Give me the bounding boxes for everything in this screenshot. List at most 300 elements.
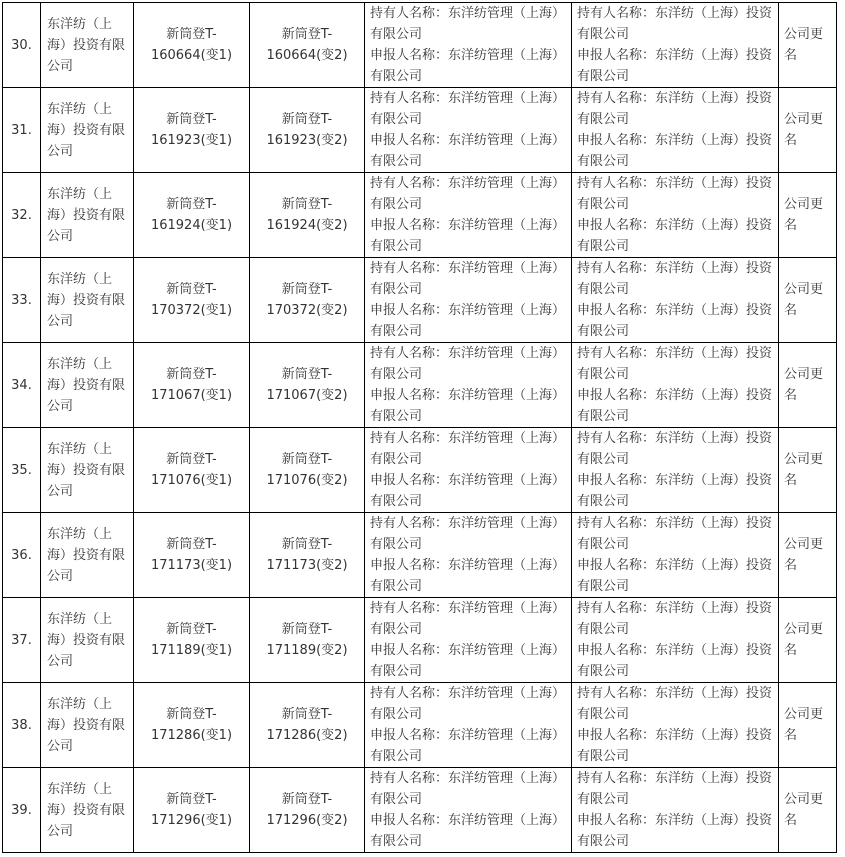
content-after-cell (572, 173, 779, 258)
change-registry-table (2, 2, 837, 853)
registration-after-cell (250, 343, 365, 428)
registration-after-line: 新筒登T- (281, 112, 333, 127)
table-row (3, 3, 837, 88)
row-number: 33. (11, 292, 32, 308)
registration-after-line: 新筒登T- (281, 707, 333, 722)
content-after-cell (572, 768, 779, 853)
change-reason-line: 公司更 (784, 452, 824, 467)
content-after-line: 申报人名称：东洋纺（上海）投资 (577, 813, 773, 828)
change-reason-line: 名 (784, 48, 798, 63)
registration-before-line: 171067(变1) (150, 388, 233, 403)
company-name-line: 公司 (47, 58, 74, 74)
content-before-cell (365, 683, 572, 768)
content-before (370, 258, 568, 342)
change-reason (784, 109, 834, 151)
content-before-line: 有限公司 (370, 367, 423, 382)
registration-after-line: 新筒登T- (281, 27, 333, 42)
change-reason-line: 公司更 (784, 792, 824, 807)
registration-after-line: 171189(变2) (266, 643, 348, 658)
registration-after-line: 171286(变2) (266, 728, 348, 743)
registration-after (250, 789, 364, 831)
change-reason-cell (779, 173, 837, 258)
row-number-cell (3, 598, 41, 683)
registration-before-cell (134, 3, 250, 88)
registration-after (250, 449, 364, 491)
content-after-line: 持有人名称：东洋纺（上海）投资 (577, 261, 773, 276)
content-before (370, 88, 568, 172)
registration-after-line: 171067(变2) (266, 388, 348, 403)
company-name (47, 184, 131, 247)
registration-before-line: 新筒登T- (166, 537, 217, 552)
registration-before-line: 161923(变1) (150, 133, 233, 148)
registration-before-cell (134, 343, 250, 428)
company-name-line: 公司 (47, 313, 74, 329)
content-before-line: 有限公司 (370, 112, 423, 127)
content-after-line: 申报人名称：东洋纺（上海）投资 (577, 643, 773, 658)
registration-before-cell (134, 258, 250, 343)
row-number-cell (3, 258, 41, 343)
company-name-line: 东洋纺（上 (47, 186, 113, 202)
registration-after-line: 170372(变2) (266, 303, 348, 318)
row-number-cell (3, 88, 41, 173)
company-name (47, 524, 131, 587)
registration-before-line: 新筒登T- (166, 27, 217, 42)
content-after (577, 428, 775, 512)
content-before-line: 持有人名称：东洋纺管理（上海） (370, 91, 566, 106)
content-before-cell (365, 343, 572, 428)
content-after-line: 有限公司 (577, 112, 630, 127)
content-before-line: 申报人名称：东洋纺管理（上海） (370, 48, 566, 63)
content-before-line: 持有人名称：东洋纺管理（上海） (370, 176, 566, 191)
company-cell (41, 258, 134, 343)
registration-before (134, 194, 249, 236)
registration-before (134, 789, 249, 831)
content-after (577, 88, 775, 172)
company-name-line: 东洋纺（上 (47, 526, 113, 542)
registration-after (250, 364, 364, 406)
table-row (3, 88, 837, 173)
content-after-line: 有限公司 (577, 707, 630, 722)
row-number-cell (3, 173, 41, 258)
registration-before-line: 新筒登T- (166, 197, 217, 212)
content-before-line: 有限公司 (370, 197, 423, 212)
change-reason-line: 名 (784, 303, 798, 318)
registration-before-line: 161924(变1) (150, 218, 233, 233)
registration-before-line: 171189(变1) (150, 643, 233, 658)
registration-before-cell (134, 88, 250, 173)
content-before-cell (365, 258, 572, 343)
change-reason-line: 名 (784, 728, 798, 743)
registration-after-cell (250, 88, 365, 173)
registration-before (134, 449, 249, 491)
change-reason-line: 公司更 (784, 537, 824, 552)
content-after-line: 申报人名称：东洋纺（上海）投资 (577, 728, 773, 743)
content-before-line: 申报人名称：东洋纺管理（上海） (370, 813, 566, 828)
registration-after-line: 新筒登T- (281, 792, 333, 807)
content-before-line: 有限公司 (370, 324, 423, 339)
change-reason-line: 公司更 (784, 367, 824, 382)
company-name-line: 海）投资有限 (47, 547, 126, 563)
registration-after-line: 171296(变2) (266, 813, 348, 828)
change-reason-line: 公司更 (784, 112, 824, 127)
company-name-line: 海）投资有限 (47, 717, 126, 733)
content-before-cell (365, 513, 572, 598)
registration-after-line: 171173(变2) (266, 558, 348, 573)
change-reason-cell (779, 3, 837, 88)
registration-after-cell (250, 768, 365, 853)
row-number: 34. (11, 377, 32, 393)
content-before-line: 申报人名称：东洋纺管理（上海） (370, 218, 566, 233)
content-after-line: 持有人名称：东洋纺（上海）投资 (577, 6, 773, 21)
registration-after-line: 新筒登T- (281, 367, 333, 382)
change-reason-line: 名 (784, 133, 798, 148)
registration-after-line: 160664(变2) (266, 48, 348, 63)
content-after-line: 有限公司 (577, 834, 630, 849)
company-name-line: 东洋纺（上 (47, 696, 113, 712)
content-after (577, 598, 775, 682)
content-after-cell (572, 343, 779, 428)
content-after-line: 申报人名称：东洋纺（上海）投资 (577, 48, 773, 63)
content-after (577, 768, 775, 852)
content-after (577, 513, 775, 597)
content-after-line: 有限公司 (577, 409, 630, 424)
registration-before-cell (134, 428, 250, 513)
content-before (370, 428, 568, 512)
content-before (370, 768, 568, 852)
company-name (47, 779, 131, 842)
company-cell (41, 768, 134, 853)
content-after-line: 持有人名称：东洋纺（上海）投资 (577, 686, 773, 701)
company-cell (41, 3, 134, 88)
content-after (577, 258, 775, 342)
content-after-line: 申报人名称：东洋纺（上海）投资 (577, 218, 773, 233)
registration-after-cell (250, 3, 365, 88)
change-reason-cell (779, 513, 837, 598)
change-reason-line: 名 (784, 473, 798, 488)
content-after-line: 有限公司 (577, 792, 630, 807)
row-number: 30. (11, 37, 32, 53)
content-after-cell (572, 3, 779, 88)
content-before-line: 有限公司 (370, 452, 423, 467)
registration-before-line: 171286(变1) (150, 728, 233, 743)
content-before (370, 343, 568, 427)
change-reason (784, 534, 834, 576)
company-cell (41, 88, 134, 173)
company-name-line: 公司 (47, 653, 74, 669)
row-number: 39. (11, 802, 32, 818)
content-after-line: 持有人名称：东洋纺（上海）投资 (577, 346, 773, 361)
company-cell (41, 428, 134, 513)
company-cell (41, 598, 134, 683)
content-after-line: 持有人名称：东洋纺（上海）投资 (577, 176, 773, 191)
table-row (3, 513, 837, 598)
registration-before-cell (134, 768, 250, 853)
registration-before (134, 704, 249, 746)
change-reason-line: 公司更 (784, 707, 824, 722)
company-name-line: 海）投资有限 (47, 207, 126, 223)
registration-after (250, 109, 364, 151)
change-reason-line: 公司更 (784, 622, 824, 637)
registration-before-cell (134, 513, 250, 598)
registration-before-cell (134, 598, 250, 683)
content-before (370, 683, 568, 767)
content-before-line: 持有人名称：东洋纺管理（上海） (370, 686, 566, 701)
company-name-line: 海）投资有限 (47, 377, 126, 393)
content-before-line: 有限公司 (370, 494, 423, 509)
content-before-line: 申报人名称：东洋纺管理（上海） (370, 728, 566, 743)
table-row (3, 428, 837, 513)
table-body (3, 3, 837, 853)
company-name (47, 14, 131, 77)
registration-before (134, 109, 249, 151)
company-name-line: 海）投资有限 (47, 37, 126, 53)
content-before-cell (365, 3, 572, 88)
content-after-line: 有限公司 (577, 749, 630, 764)
registration-after (250, 619, 364, 661)
company-name (47, 694, 131, 757)
content-before-cell (365, 598, 572, 683)
registration-after-line: 新筒登T- (281, 622, 333, 637)
content-before-line: 有限公司 (370, 707, 423, 722)
registration-before (134, 534, 249, 576)
company-name-line: 海）投资有限 (47, 802, 126, 818)
content-before-line: 有限公司 (370, 664, 423, 679)
registration-before-line: 新筒登T- (166, 367, 217, 382)
company-name-line: 东洋纺（上 (47, 356, 113, 372)
content-before-line: 有限公司 (370, 154, 423, 169)
registration-after-cell (250, 683, 365, 768)
change-reason-line: 公司更 (784, 197, 824, 212)
content-after-line: 有限公司 (577, 239, 630, 254)
content-after-line: 申报人名称：东洋纺（上海）投资 (577, 133, 773, 148)
row-number-cell (3, 428, 41, 513)
table-row (3, 598, 837, 683)
registration-after (250, 534, 364, 576)
content-before (370, 3, 568, 87)
registration-after-line: 新筒登T- (281, 282, 333, 297)
content-after (577, 683, 775, 767)
content-before-line: 有限公司 (370, 834, 423, 849)
content-after-line: 有限公司 (577, 282, 630, 297)
content-before-line: 持有人名称：东洋纺管理（上海） (370, 346, 566, 361)
company-name-line: 东洋纺（上 (47, 271, 113, 287)
row-number-cell (3, 768, 41, 853)
change-reason-cell (779, 598, 837, 683)
change-reason (784, 24, 834, 66)
content-after-cell (572, 258, 779, 343)
table-row (3, 173, 837, 258)
change-reason (784, 364, 834, 406)
content-after-line: 申报人名称：东洋纺（上海）投资 (577, 388, 773, 403)
registration-after (250, 279, 364, 321)
company-name-line: 东洋纺（上 (47, 611, 113, 627)
company-name-line: 海）投资有限 (47, 632, 126, 648)
content-after-line: 持有人名称：东洋纺（上海）投资 (577, 516, 773, 531)
company-name-line: 东洋纺（上 (47, 781, 113, 797)
content-after-cell (572, 88, 779, 173)
content-after (577, 173, 775, 257)
registration-after-line: 新筒登T- (281, 537, 333, 552)
row-number: 35. (11, 462, 32, 478)
registration-before-line: 新筒登T- (166, 707, 217, 722)
change-reason-line: 名 (784, 813, 798, 828)
change-reason-line: 名 (784, 388, 798, 403)
registration-before-line: 170372(变1) (150, 303, 233, 318)
company-name-line: 公司 (47, 823, 74, 839)
registration-after-cell (250, 513, 365, 598)
row-number: 31. (11, 122, 32, 138)
content-before-line: 有限公司 (370, 282, 423, 297)
registration-before-cell (134, 683, 250, 768)
change-reason-line: 公司更 (784, 282, 824, 297)
company-name-line: 海）投资有限 (47, 292, 126, 308)
company-cell (41, 173, 134, 258)
content-before-line: 申报人名称：东洋纺管理（上海） (370, 388, 566, 403)
content-before-line: 有限公司 (370, 409, 423, 424)
table-row (3, 683, 837, 768)
content-after-line: 有限公司 (577, 197, 630, 212)
content-before (370, 513, 568, 597)
company-name-line: 东洋纺（上 (47, 441, 113, 457)
content-before-line: 有限公司 (370, 239, 423, 254)
content-before-line: 有限公司 (370, 749, 423, 764)
company-cell (41, 513, 134, 598)
content-before-line: 申报人名称：东洋纺管理（上海） (370, 303, 566, 318)
registration-before (134, 364, 249, 406)
content-before-cell (365, 88, 572, 173)
company-name (47, 269, 131, 332)
row-number: 37. (11, 632, 32, 648)
content-after-line: 申报人名称：东洋纺（上海）投资 (577, 558, 773, 573)
row-number: 38. (11, 717, 32, 733)
change-reason-cell (779, 258, 837, 343)
registration-before (134, 279, 249, 321)
content-before-line: 持有人名称：东洋纺管理（上海） (370, 6, 566, 21)
content-before-line: 持有人名称：东洋纺管理（上海） (370, 601, 566, 616)
registration-after-line: 新筒登T- (281, 197, 333, 212)
change-reason-cell (779, 768, 837, 853)
registration-before-line: 新筒登T- (166, 792, 217, 807)
row-number-cell (3, 683, 41, 768)
row-number-cell (3, 343, 41, 428)
content-after-line: 有限公司 (577, 664, 630, 679)
registration-before (134, 24, 249, 66)
company-name (47, 99, 131, 162)
company-name-line: 公司 (47, 143, 74, 159)
table-row (3, 768, 837, 853)
registration-before-line: 171076(变1) (150, 473, 233, 488)
content-after-line: 有限公司 (577, 579, 630, 594)
content-after-cell (572, 598, 779, 683)
change-reason (784, 194, 834, 236)
change-reason-cell (779, 88, 837, 173)
change-reason-line: 名 (784, 218, 798, 233)
company-cell (41, 343, 134, 428)
change-reason (784, 449, 834, 491)
content-after-line: 有限公司 (577, 494, 630, 509)
registration-before (134, 619, 249, 661)
content-before-line: 申报人名称：东洋纺管理（上海） (370, 558, 566, 573)
registration-after-line: 161923(变2) (266, 133, 348, 148)
content-before-line: 有限公司 (370, 537, 423, 552)
content-after (577, 3, 775, 87)
content-after-cell (572, 428, 779, 513)
company-name (47, 354, 131, 417)
company-name-line: 海）投资有限 (47, 122, 126, 138)
table-row (3, 343, 837, 428)
row-number-cell (3, 513, 41, 598)
company-name-line: 东洋纺（上 (47, 16, 113, 32)
registration-after (250, 24, 364, 66)
registration-after-cell (250, 258, 365, 343)
registration-before-line: 新筒登T- (166, 282, 217, 297)
content-after-line: 有限公司 (577, 537, 630, 552)
row-number: 32. (11, 207, 32, 223)
content-before (370, 598, 568, 682)
registration-after-cell (250, 173, 365, 258)
change-reason (784, 619, 834, 661)
content-before-line: 申报人名称：东洋纺管理（上海） (370, 133, 566, 148)
content-before-line: 申报人名称：东洋纺管理（上海） (370, 473, 566, 488)
registration-after-line: 161924(变2) (266, 218, 348, 233)
content-after-line: 有限公司 (577, 27, 630, 42)
company-name-line: 公司 (47, 568, 74, 584)
company-name-line: 海）投资有限 (47, 462, 126, 478)
content-after-line: 持有人名称：东洋纺（上海）投资 (577, 431, 773, 446)
change-reason (784, 789, 834, 831)
registration-before-cell (134, 173, 250, 258)
content-before-line: 有限公司 (370, 792, 423, 807)
company-name-line: 公司 (47, 398, 74, 414)
registration-after-line: 171076(变2) (266, 473, 348, 488)
content-after-line: 有限公司 (577, 69, 630, 84)
change-reason-line: 名 (784, 558, 798, 573)
content-before-line: 有限公司 (370, 579, 423, 594)
content-before-line: 有限公司 (370, 69, 423, 84)
content-before-line: 有限公司 (370, 27, 423, 42)
content-after-cell (572, 683, 779, 768)
company-name-line: 公司 (47, 228, 74, 244)
content-before-line: 持有人名称：东洋纺管理（上海） (370, 516, 566, 531)
registration-after (250, 704, 364, 746)
change-reason-cell (779, 683, 837, 768)
registration-after-cell (250, 598, 365, 683)
change-reason-line: 名 (784, 643, 798, 658)
company-name-line: 公司 (47, 483, 74, 499)
company-name-line: 公司 (47, 738, 74, 754)
company-cell (41, 683, 134, 768)
content-after-line: 申报人名称：东洋纺（上海）投资 (577, 473, 773, 488)
content-before-cell (365, 173, 572, 258)
content-after-line: 持有人名称：东洋纺（上海）投资 (577, 601, 773, 616)
registration-after-line: 新筒登T- (281, 452, 333, 467)
content-after-line: 有限公司 (577, 324, 630, 339)
content-before-cell (365, 768, 572, 853)
content-after-line: 有限公司 (577, 367, 630, 382)
registration-before-line: 新筒登T- (166, 452, 217, 467)
content-after-line: 有限公司 (577, 622, 630, 637)
content-before-line: 申报人名称：东洋纺管理（上海） (370, 643, 566, 658)
change-reason (784, 704, 834, 746)
change-reason (784, 279, 834, 321)
content-after-line: 持有人名称：东洋纺（上海）投资 (577, 771, 773, 786)
content-after-cell (572, 513, 779, 598)
content-after-line: 有限公司 (577, 154, 630, 169)
registration-after-cell (250, 428, 365, 513)
content-before-line: 持有人名称：东洋纺管理（上海） (370, 261, 566, 276)
change-reason-line: 公司更 (784, 27, 824, 42)
content-after-line: 申报人名称：东洋纺（上海）投资 (577, 303, 773, 318)
